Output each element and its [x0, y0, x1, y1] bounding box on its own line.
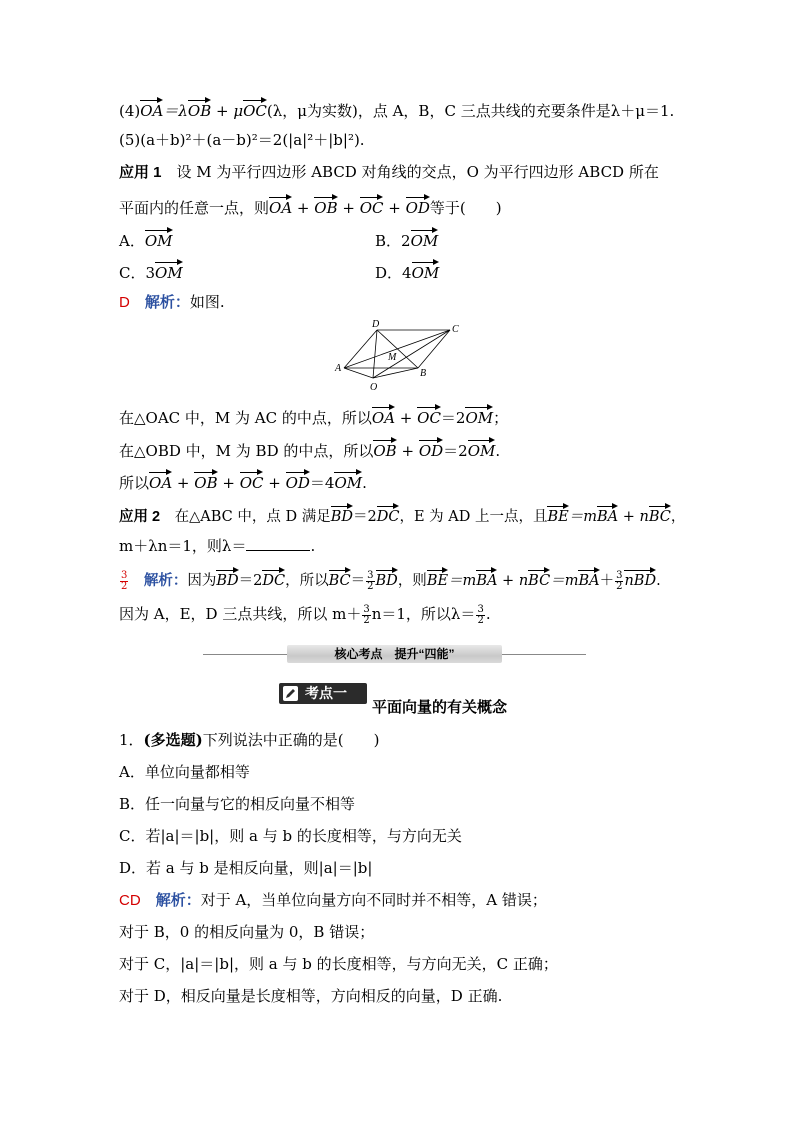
vector: BD: [216, 568, 238, 591]
numerator: 3: [363, 603, 370, 615]
question-1-answer: [119, 890, 547, 911]
vector: BD: [376, 568, 398, 591]
vector: OB: [194, 470, 217, 493]
application-1-line2: 平面内的任意一点，则OA + OB + OC + OD等于( ): [119, 195, 502, 218]
analysis-label: 解析：: [143, 573, 188, 589]
property-5: (5)(a＋b)²＋(a－b)²＝2(|a|²＋|b|²).: [119, 131, 365, 149]
vector-dc: DC: [377, 504, 400, 527]
text: .: [310, 537, 316, 555]
text: .: [485, 605, 491, 623]
numerator: 3: [367, 569, 374, 581]
fraction: [476, 605, 484, 626]
answer-blank: [246, 536, 310, 551]
text: 所以: [119, 474, 150, 492]
text: .: [362, 474, 367, 492]
vector: BE: [427, 568, 448, 591]
solution-line-3: 所以OA + OB + OC + OD＝4OM.: [119, 470, 367, 493]
vector: OC: [417, 405, 441, 428]
text: ＝2: [352, 509, 377, 525]
application-2-line2: [119, 536, 315, 556]
banner-rule-right: [502, 654, 586, 655]
vector-ba: BA: [597, 504, 618, 527]
vector: OC: [240, 470, 264, 493]
application-label: 应用 2: [119, 509, 161, 525]
option-coef: 4: [402, 264, 412, 282]
text: ＝m: [568, 509, 597, 525]
label-o: O: [370, 382, 378, 393]
vector-be: BE: [547, 504, 568, 527]
text: 在△ABC 中，点 D 满足: [174, 509, 331, 525]
text: 因为 A，E，D 三点共线，所以 m＋: [119, 605, 362, 623]
analysis-b: 对于 B，0 的相反向量为 0，B 错误；: [119, 923, 375, 941]
vector: OA: [372, 405, 395, 428]
text: m＋λn＝1，则λ＝: [119, 537, 247, 555]
denominator: 2: [477, 614, 484, 626]
text: ＝2: [440, 409, 466, 427]
analysis-a: 对于 A，当单位向量方向不同时并不相等，A 错误；: [200, 891, 547, 909]
fraction: [615, 571, 623, 592]
segment-ob: [373, 368, 418, 378]
question-1-option-a: A．单位向量都相等: [119, 763, 250, 781]
question-number: 1．: [119, 731, 144, 749]
question-text: 下列说法中正确的是( ): [202, 731, 380, 749]
vector-oc: OC: [243, 98, 267, 121]
option-label: B．: [375, 232, 402, 250]
analysis-text: 如图.: [189, 293, 225, 311]
vector-om: OM: [155, 260, 183, 283]
text: .: [656, 573, 661, 589]
denominator: 2: [121, 580, 128, 592]
text: + n: [618, 509, 649, 525]
option-coef: 2: [401, 232, 411, 250]
text: + n: [497, 573, 529, 589]
answer: CD: [119, 892, 141, 909]
label-m: M: [388, 352, 397, 363]
vector-oc: OC: [360, 195, 384, 218]
vector-bc: BC: [649, 504, 671, 527]
vector-bd: BD: [331, 504, 353, 527]
vector: OB: [373, 438, 396, 461]
application-2-solution-2: [119, 604, 491, 626]
segment-oa: [344, 368, 373, 378]
question-1-option-d: D．若 a 与 b 是相反向量，则|a|＝|b|: [119, 859, 373, 877]
denominator: 2: [363, 614, 370, 626]
option-coef: 3: [145, 264, 156, 282]
vector: DC: [262, 568, 285, 591]
question-1-stem: [119, 730, 379, 750]
vector: OD: [286, 470, 310, 493]
vector: BA: [578, 568, 599, 591]
text: 平面内的任意一点，则: [119, 199, 270, 217]
text: ＋: [599, 573, 615, 589]
analysis-label: 解析：: [144, 294, 190, 311]
solution-line-2: 在△OBD 中，M 为 BD 的中点，所以OB + OD＝2OM.: [119, 438, 500, 461]
kaodian-label: 考点一: [305, 685, 347, 701]
text: n＝1，所以λ＝: [371, 605, 476, 623]
application-1-line1: [119, 162, 659, 183]
text: ＝m: [550, 573, 579, 589]
option-b: [375, 228, 438, 251]
text: ＝: [350, 573, 366, 589]
vector: BC: [528, 568, 550, 591]
segment-od: [373, 330, 377, 378]
text: ＝2: [443, 442, 468, 460]
item-number: (4): [119, 102, 141, 120]
option-d: [375, 260, 439, 283]
text: ；: [493, 409, 509, 427]
denominator: 2: [616, 580, 623, 592]
text: 因为: [187, 573, 217, 589]
vector: BC: [329, 568, 351, 591]
vector: OD: [419, 438, 443, 461]
text: ＝m: [448, 573, 477, 589]
vector-om: OM: [412, 260, 440, 283]
vector: BA: [476, 568, 497, 591]
vector-om: OM: [145, 228, 173, 251]
application-1-text: 设 M 为平行四边形 ABCD 对角线的交点，O 为平行四边形 ABCD 所在: [176, 163, 659, 181]
vector: OM: [465, 405, 493, 428]
application-2-solution-1: [119, 568, 661, 592]
analysis-label: 解析：: [155, 892, 201, 909]
application-1-answer: [119, 292, 225, 313]
text: ，: [670, 509, 686, 525]
pencil-icon: [283, 686, 298, 701]
property-4-text: (λ，μ为实数)，点 A，B，C 三点共线的充要条件是λ＋μ＝1.: [266, 102, 675, 120]
text: ，则: [397, 573, 427, 589]
vector-ob: OB: [314, 195, 337, 218]
text: ，E 为 AD 上一点，且: [399, 509, 548, 525]
text: 在△OAC 中，M 为 AC 的中点，所以: [119, 409, 372, 427]
parallelogram-figure: [330, 318, 470, 396]
fraction: [366, 571, 374, 592]
analysis-d: 对于 D，相反向量是长度相等，方向相反的向量，D 正确.: [119, 987, 503, 1005]
solution-line-1: 在△OAC 中，M 为 AC 的中点，所以OA + OC＝2OM；: [119, 405, 508, 428]
application-label: 应用 1: [119, 164, 162, 181]
text: ＝2: [238, 573, 263, 589]
option-c: [119, 260, 183, 283]
option-label: A．: [119, 232, 145, 250]
label-b: B: [420, 368, 427, 379]
option-a: [119, 228, 173, 251]
numerator: 3: [121, 569, 128, 581]
denominator: 2: [367, 580, 374, 592]
vector: nBD: [624, 568, 656, 591]
text: .: [495, 442, 501, 460]
vector: OM: [468, 438, 496, 461]
numerator: 3: [616, 569, 623, 581]
vector: OA: [149, 470, 172, 493]
vector-oa: OA: [140, 98, 163, 121]
banner-rule-left: [203, 654, 287, 655]
application-2-line1: [119, 504, 685, 527]
label-d: D: [372, 319, 380, 330]
question-1-option-c: C．若|a|＝|b|，则 a 与 b 的长度相等，与方向无关: [119, 827, 462, 845]
plus-mu: + μ: [211, 102, 244, 120]
question-1-option-b: B．任一向量与它的相反向量不相等: [119, 795, 356, 813]
vector-ob: OB: [188, 98, 211, 121]
vector-oa: OA: [269, 195, 292, 218]
property-4: [119, 98, 674, 121]
section-banner: 核心考点 提升“四能”: [287, 645, 502, 663]
text: ，所以: [285, 573, 329, 589]
text: ＝4: [309, 474, 335, 492]
kaodian-tag: [279, 683, 367, 704]
numerator: 3: [477, 603, 484, 615]
analysis-c: 对于 C，|a|＝|b|，则 a 与 b 的长度相等，与方向无关，C 正确；: [119, 955, 558, 973]
label-c: C: [452, 324, 459, 335]
answer: D: [119, 294, 130, 311]
equals-lambda: ＝λ: [163, 102, 188, 120]
answer-fraction: [120, 571, 128, 592]
text: 在△OBD 中，M 为 BD 的中点，所以: [119, 442, 374, 460]
vector-od: OD: [406, 195, 430, 218]
text: 等于( ): [429, 199, 502, 217]
vector: OM: [334, 470, 362, 493]
question-tag: (多选题): [143, 731, 203, 749]
label-a: A: [335, 363, 342, 374]
fraction: [362, 605, 370, 626]
option-label: D．: [375, 264, 403, 282]
vector-om: OM: [411, 228, 439, 251]
kaodian-title: 平面向量的有关概念: [372, 699, 508, 716]
option-label: C．: [119, 264, 146, 282]
